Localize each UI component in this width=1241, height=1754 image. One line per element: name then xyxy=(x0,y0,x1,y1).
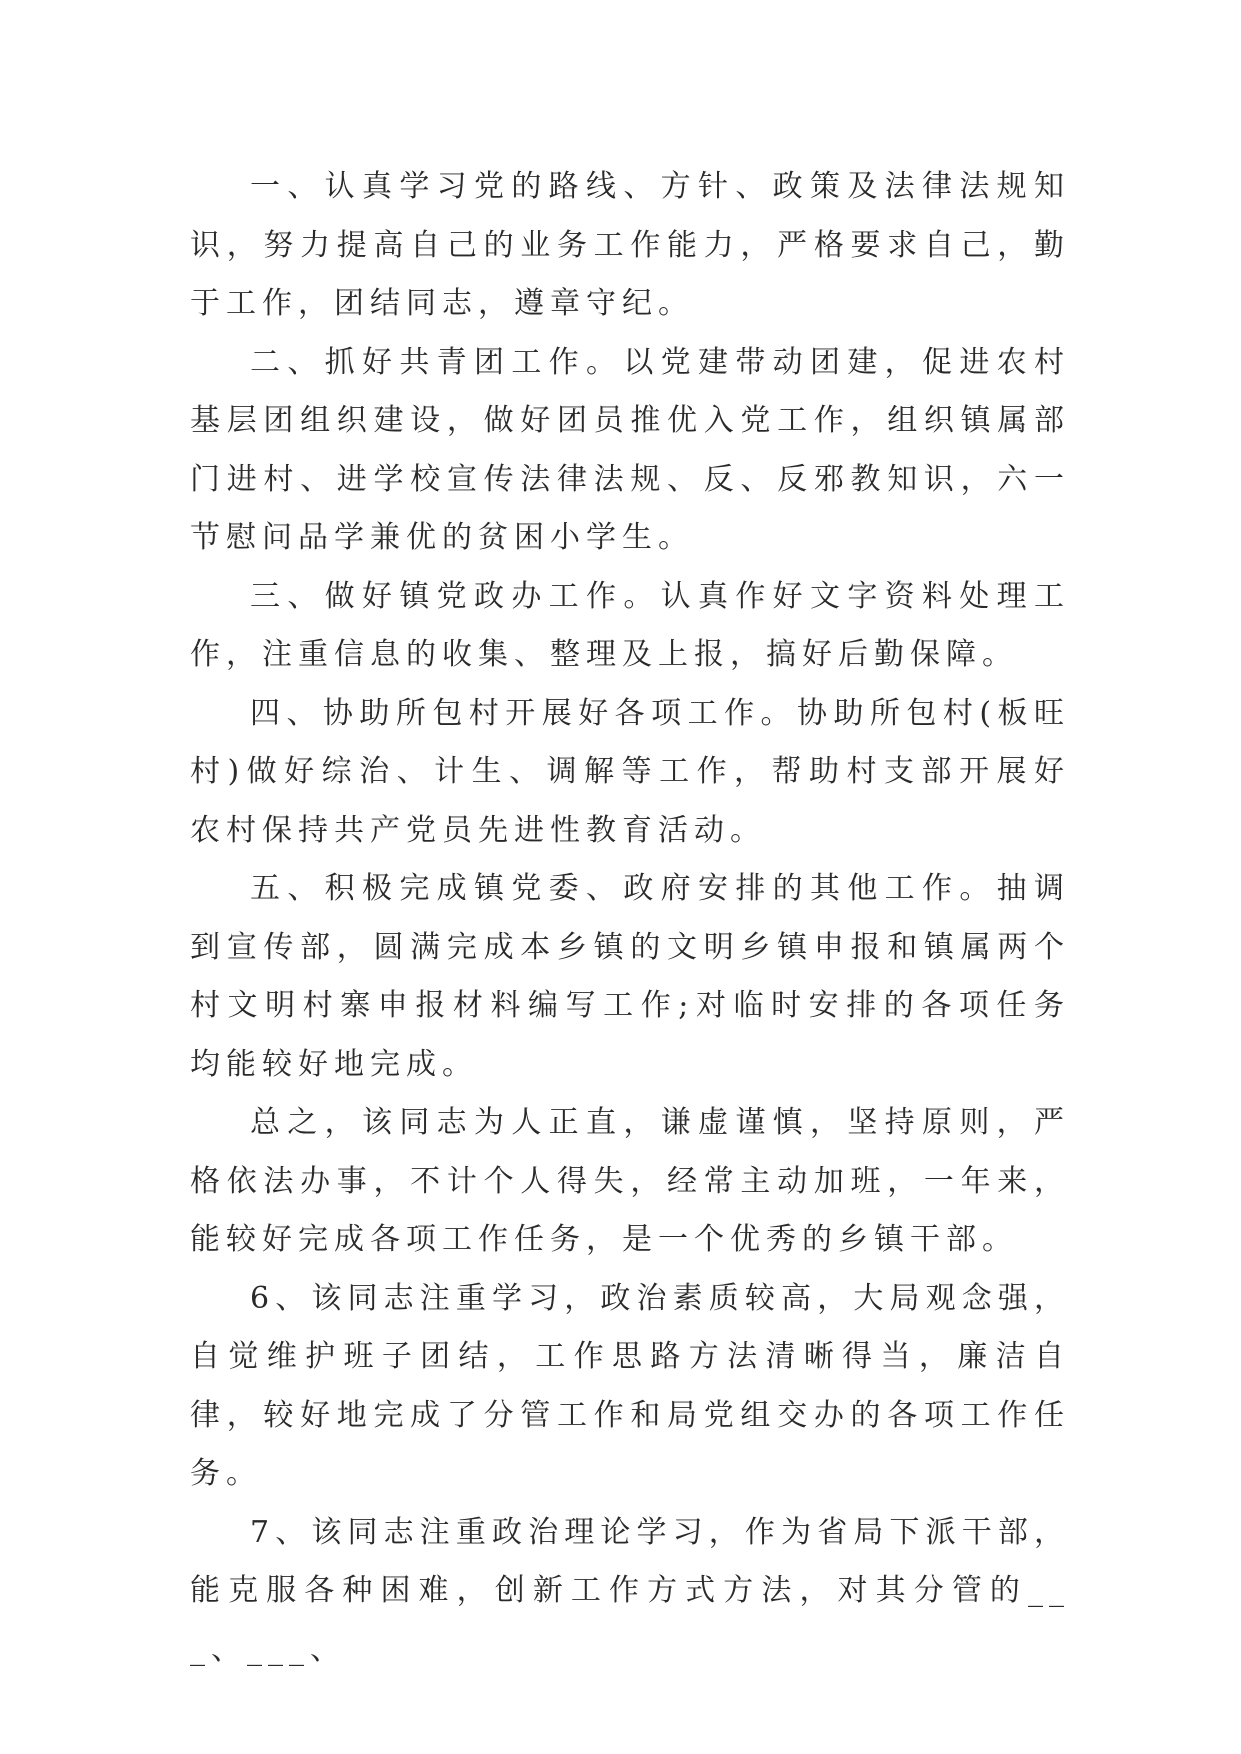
paragraph-summary: 总之，该同志为人正直，谦虚谨慎，坚持原则，严格依法办事，不计个人得失，经常主动加班，一年来，能较好完成各项工作任务，是一个优秀的乡镇干部。 xyxy=(190,1105,1070,1257)
paragraph-4: 四、协助所包村开展好各项工作。协助所包村(板旺村)做好综治、计生、调解等工作，帮助村支部开展好农村保持共产党员先进性教育活动。 xyxy=(190,695,1070,848)
paragraph-6: 6、该同志注重学习，政治素质较高，大局观念强，自觉维护班子团结，工作思路方法清晰得当，廉洁自律，较好地完成了分管工作和局党组交办的各项工作任务。 xyxy=(190,1280,1070,1491)
paragraph-7: 7、该同志注重政治理论学习，作为省局下派干部，能克服各种困难，创新工作方式方法，对其分管的___、___、 xyxy=(190,1514,1070,1667)
paragraph-5: 五、积极完成镇党委、政府安排的其他工作。抽调到宣传部，圆满完成本乡镇的文明乡镇申报和镇属两个村文明村寨申报材料编写工作;对临时安排的各项任务均能较好地完成。 xyxy=(190,871,1070,1082)
paragraph-1: 一、认真学习党的路线、方针、政策及法律法规知识，努力提高自己的业务工作能力，严格要求自己，勤于工作，团结同志，遵章守纪。 xyxy=(190,169,1070,321)
paragraph-2: 二、抓好共青团工作。以党建带动团建，促进农村基层团组织建设，做好团员推优入党工作，组织镇属部门进村、进学校宣传法律法规、反、反邪教知识，六一节慰问品学兼优的贫困小学生。 xyxy=(190,344,1070,555)
document-body xyxy=(190,158,1070,1679)
paragraph-3: 三、做好镇党政办工作。认真作好文字资料处理工作，注重信息的收集、整理及上报，搞好后勤保障。 xyxy=(190,578,1070,672)
